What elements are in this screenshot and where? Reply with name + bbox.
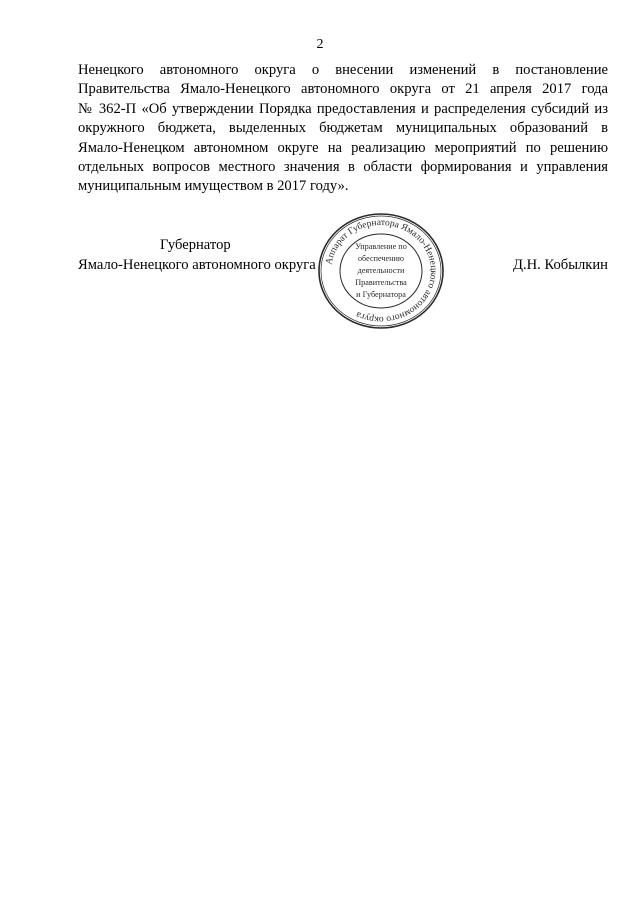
signatory-position: Губернатор bbox=[160, 237, 231, 253]
seal-center-line: Правительства bbox=[355, 278, 407, 287]
seal-center-line: Управление по bbox=[355, 242, 407, 251]
body-line: Ямало-Ненецком автономном округе на реализацию мероприятий по решению bbox=[78, 139, 608, 156]
body-line: отдельных вопросов местного значения в области формирования и управления bbox=[78, 159, 608, 176]
body-line: № 362-П «Об утверждении Порядка предоставления и распределения субсидий из bbox=[78, 100, 608, 117]
seal-center-line: деятельности bbox=[357, 266, 405, 275]
body-line: муниципальным имуществом в 2017 году». bbox=[78, 178, 349, 195]
signatory-region: Ямало-Ненецкого автономного округа bbox=[78, 257, 316, 273]
seal-center-text bbox=[355, 242, 407, 299]
seal-center-line: обеспечению bbox=[357, 254, 405, 263]
seal-center-line: и Губернатора bbox=[356, 290, 406, 299]
official-seal bbox=[316, 211, 446, 331]
body-line: окружного бюджета, выделенных бюджетам муниципальных образований в bbox=[78, 120, 608, 137]
body-line: Ненецкого автономного округа о внесении изменений в постановление bbox=[78, 62, 608, 78]
signatory-name: Д.Н. Кобылкин bbox=[513, 257, 608, 273]
seal-ring-text: Аппарат Губернатора Ямало-Ненецкого автономного округа bbox=[324, 217, 439, 325]
body-line: Правительства Ямало-Ненецкого автономного округа от 21 апреля 2017 года bbox=[78, 81, 608, 98]
page-number: 2 bbox=[316, 37, 324, 52]
body-paragraph bbox=[78, 61, 608, 197]
